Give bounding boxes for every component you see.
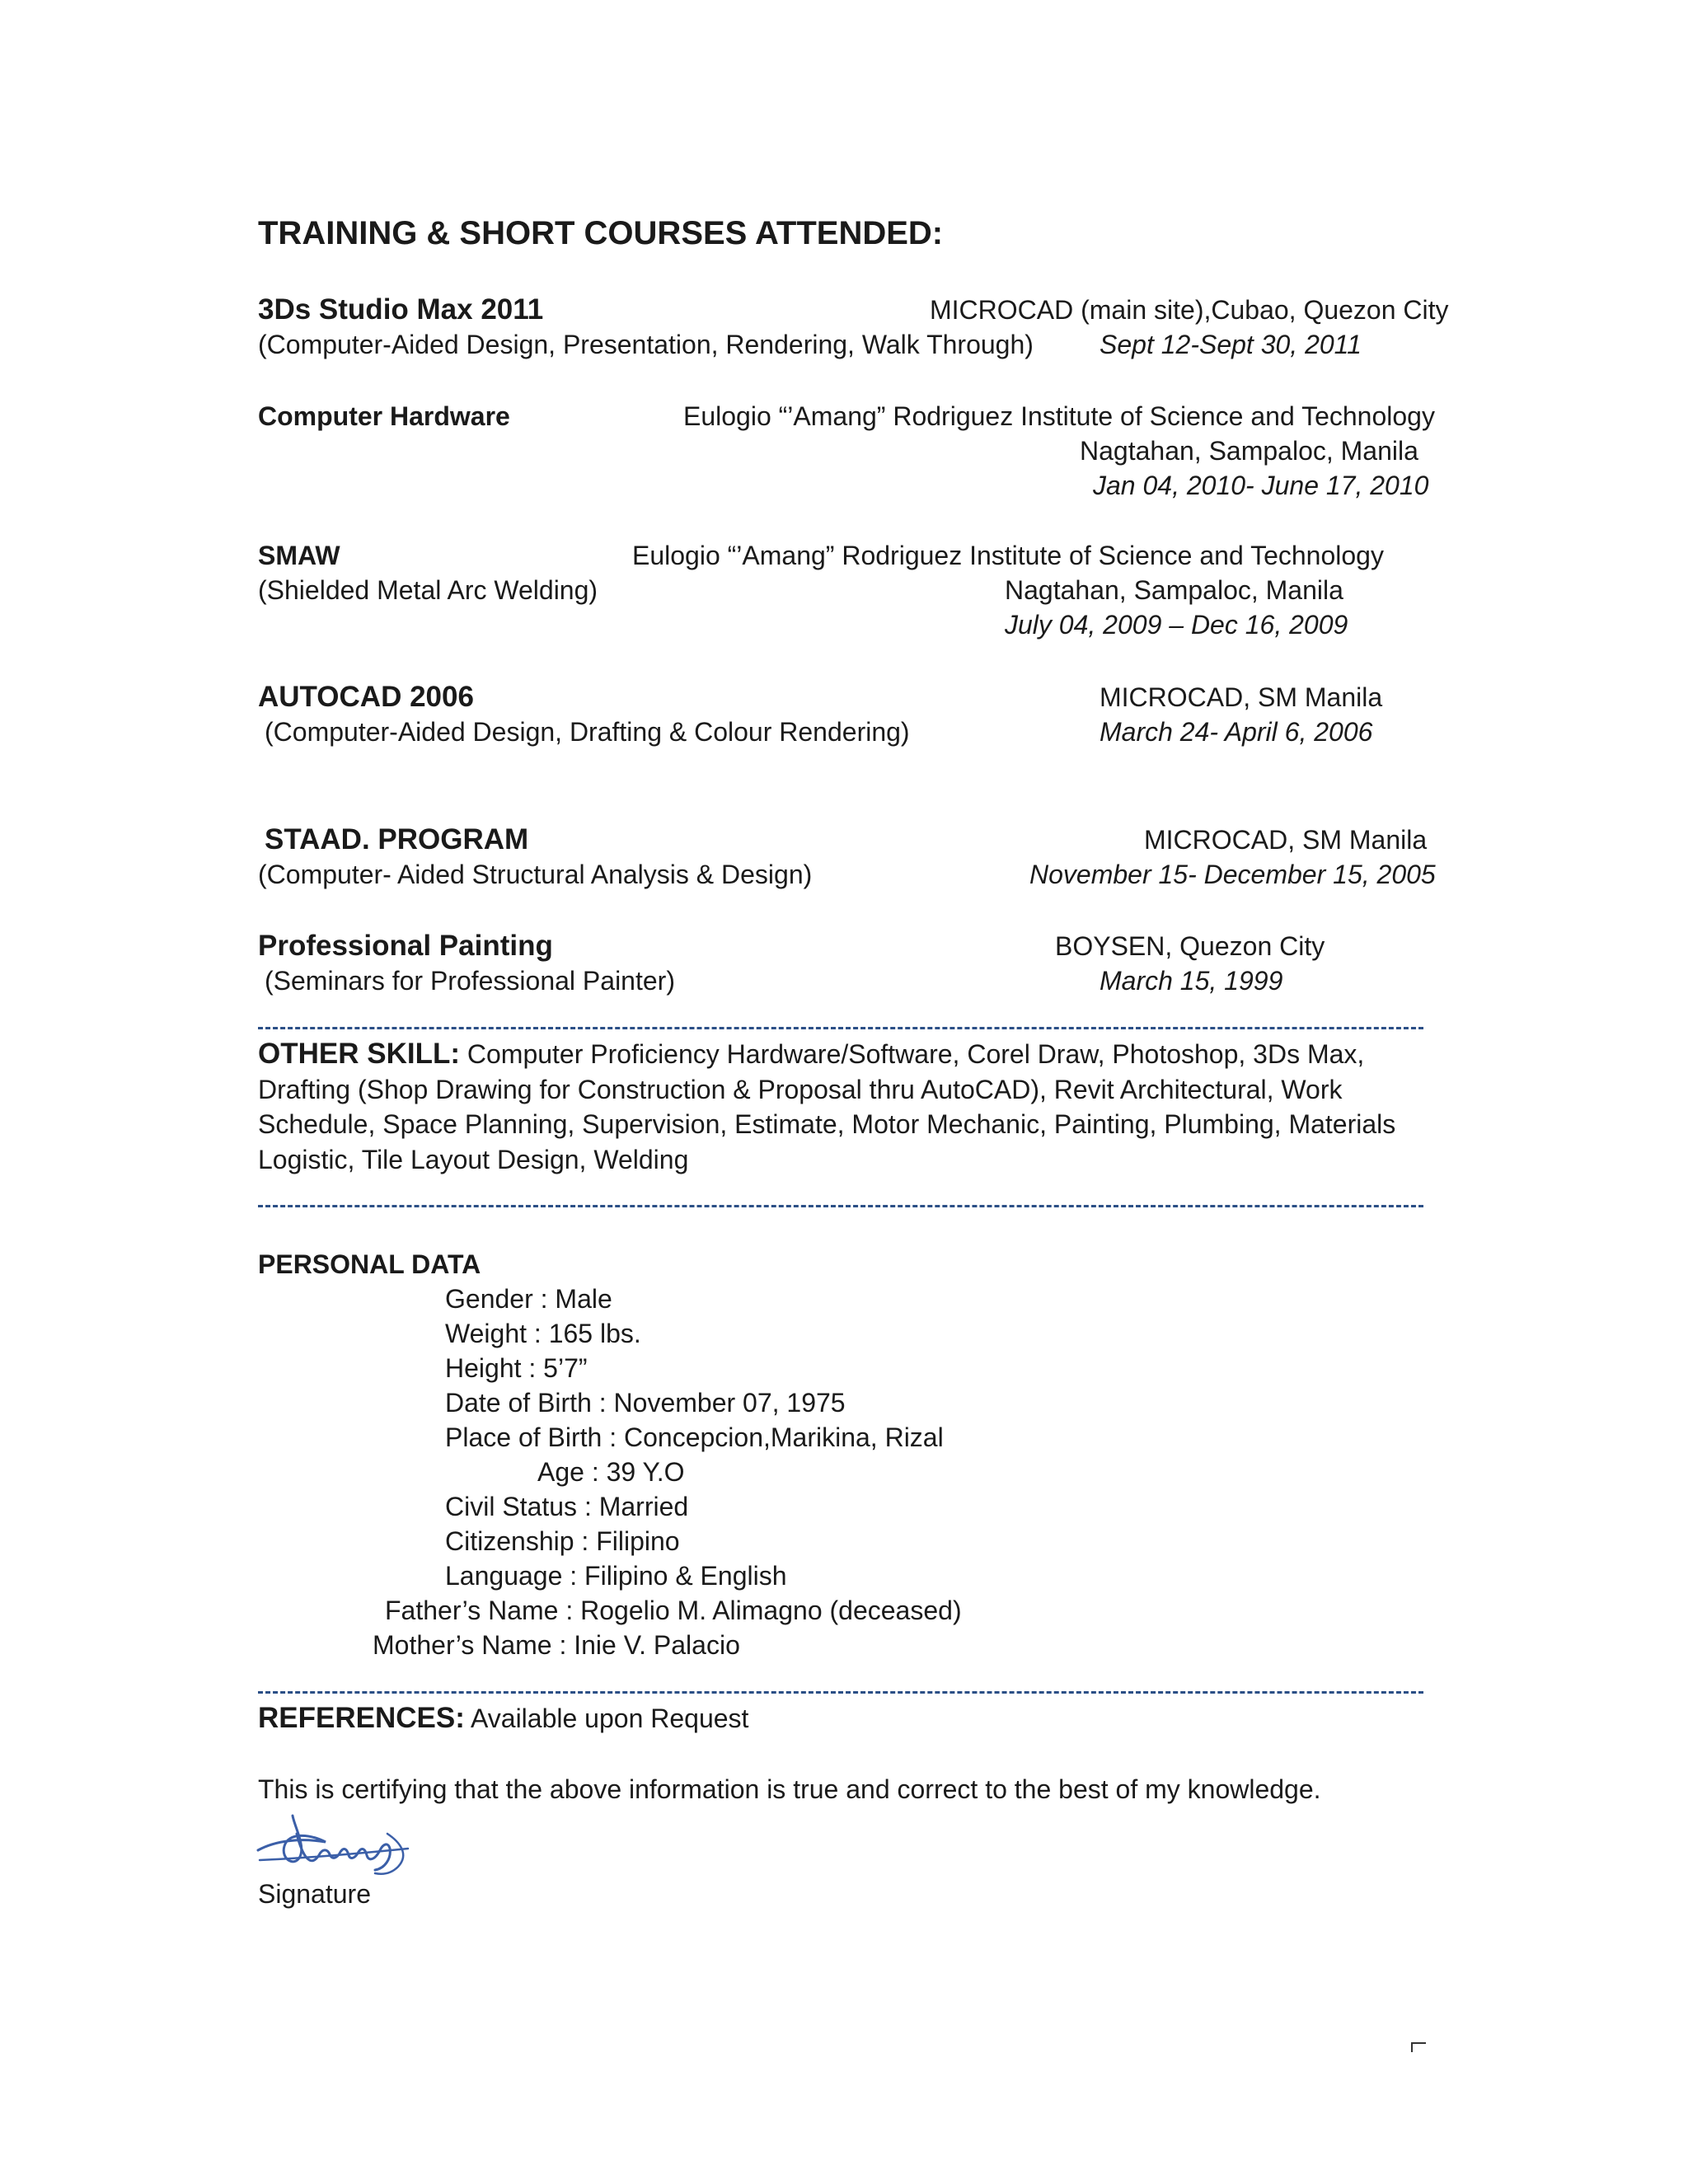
course-location: MICROCAD, SM Manila bbox=[1144, 825, 1428, 855]
course-date: July 04, 2009 – Dec 16, 2009 bbox=[1005, 610, 1348, 640]
section-title: TRAINING & SHORT COURSES ATTENDED: bbox=[258, 215, 944, 251]
signature-image bbox=[251, 1809, 416, 1887]
course-date: Sept 12-Sept 30, 2011 bbox=[1100, 330, 1362, 359]
course-address: Nagtahan, Sampaloc, Manila bbox=[1005, 575, 1343, 605]
personal-data-gender: Gender : Male bbox=[445, 1284, 612, 1314]
other-skill-paragraph bbox=[258, 1037, 1425, 1177]
course-date: November 15- December 15, 2005 bbox=[1029, 860, 1436, 889]
course-date: Jan 04, 2010- June 17, 2010 bbox=[1093, 471, 1429, 500]
certification-statement: This is certifying that the above information is true and correct to the best of my knowledge. bbox=[258, 1774, 1321, 1804]
section-divider bbox=[258, 1691, 1423, 1694]
course-date: March 15, 1999 bbox=[1100, 966, 1283, 996]
references-text: Available upon Request bbox=[471, 1704, 749, 1733]
signature-label: Signature bbox=[258, 1879, 371, 1909]
personal-data-age: Age : 39 Y.O bbox=[537, 1457, 685, 1487]
section-divider bbox=[258, 1205, 1423, 1207]
course-institution: Eulogio “’Amang” Rodriguez Institute of Science and Technology bbox=[632, 541, 1384, 570]
course-title: Professional Painting bbox=[258, 930, 553, 962]
other-skill-text: Computer Proficiency Hardware/Software, Corel Draw, Photoshop, 3Ds Max, Drafting (Shop Drawing for Construction & Proposal thru AutoCAD), Revit Architectural, Work Schedule, Space Planning, Supervision, Estimate, Motor Mechanic, Painting, Plumbing, Materials Logistic, Tile Layout Design, Welding bbox=[258, 1039, 1396, 1174]
course-subtitle: (Seminars for Professional Painter) bbox=[265, 966, 675, 996]
other-skill-label: OTHER SKILL: bbox=[258, 1038, 460, 1070]
course-subtitle: (Computer-Aided Design, Drafting & Colour Rendering) bbox=[265, 717, 910, 747]
course-subtitle: (Shielded Metal Arc Welding) bbox=[258, 575, 598, 605]
section-divider bbox=[258, 1027, 1423, 1029]
personal-data-father: Father’s Name : Rogelio M. Alimagno (deceased) bbox=[385, 1596, 962, 1625]
course-subtitle: (Computer- Aided Structural Analysis & Design) bbox=[258, 860, 813, 889]
personal-data-mother: Mother’s Name : Inie V. Palacio bbox=[373, 1630, 740, 1660]
course-address: Nagtahan, Sampaloc, Manila bbox=[1080, 436, 1418, 466]
course-location: MICROCAD, SM Manila bbox=[1100, 682, 1383, 712]
personal-data-language: Language : Filipino & English bbox=[445, 1561, 787, 1591]
personal-data-weight: Weight : 165 lbs. bbox=[445, 1319, 641, 1348]
references-label: REFERENCES: bbox=[258, 1702, 465, 1734]
personal-data-title: PERSONAL DATA bbox=[258, 1249, 481, 1279]
personal-data-height: Height : 5’7” bbox=[445, 1353, 588, 1383]
course-title: SMAW bbox=[258, 541, 340, 570]
personal-data-citizenship: Citizenship : Filipino bbox=[445, 1526, 680, 1556]
personal-data-birth-place: Place of Birth : Concepcion,Marikina, Rizal bbox=[445, 1422, 944, 1452]
personal-data-birth-date: Date of Birth : November 07, 1975 bbox=[445, 1388, 846, 1418]
course-title: Computer Hardware bbox=[258, 401, 510, 431]
page-number-mark bbox=[1411, 2042, 1426, 2052]
course-location: MICROCAD (main site),Cubao, Quezon City bbox=[930, 295, 1449, 325]
course-title: 3Ds Studio Max 2011 bbox=[258, 293, 544, 326]
references-line bbox=[258, 1704, 748, 1732]
course-institution: Eulogio “’Amang” Rodriguez Institute of Science and Technology bbox=[683, 401, 1435, 431]
course-title: STAAD. PROGRAM bbox=[265, 823, 529, 855]
course-date: March 24- April 6, 2006 bbox=[1100, 717, 1373, 747]
personal-data-civil-status: Civil Status : Married bbox=[445, 1492, 689, 1521]
course-subtitle: (Computer-Aided Design, Presentation, Rendering, Walk Through) bbox=[258, 330, 1034, 359]
course-location: BOYSEN, Quezon City bbox=[1055, 931, 1325, 961]
course-title: AUTOCAD 2006 bbox=[258, 681, 474, 713]
